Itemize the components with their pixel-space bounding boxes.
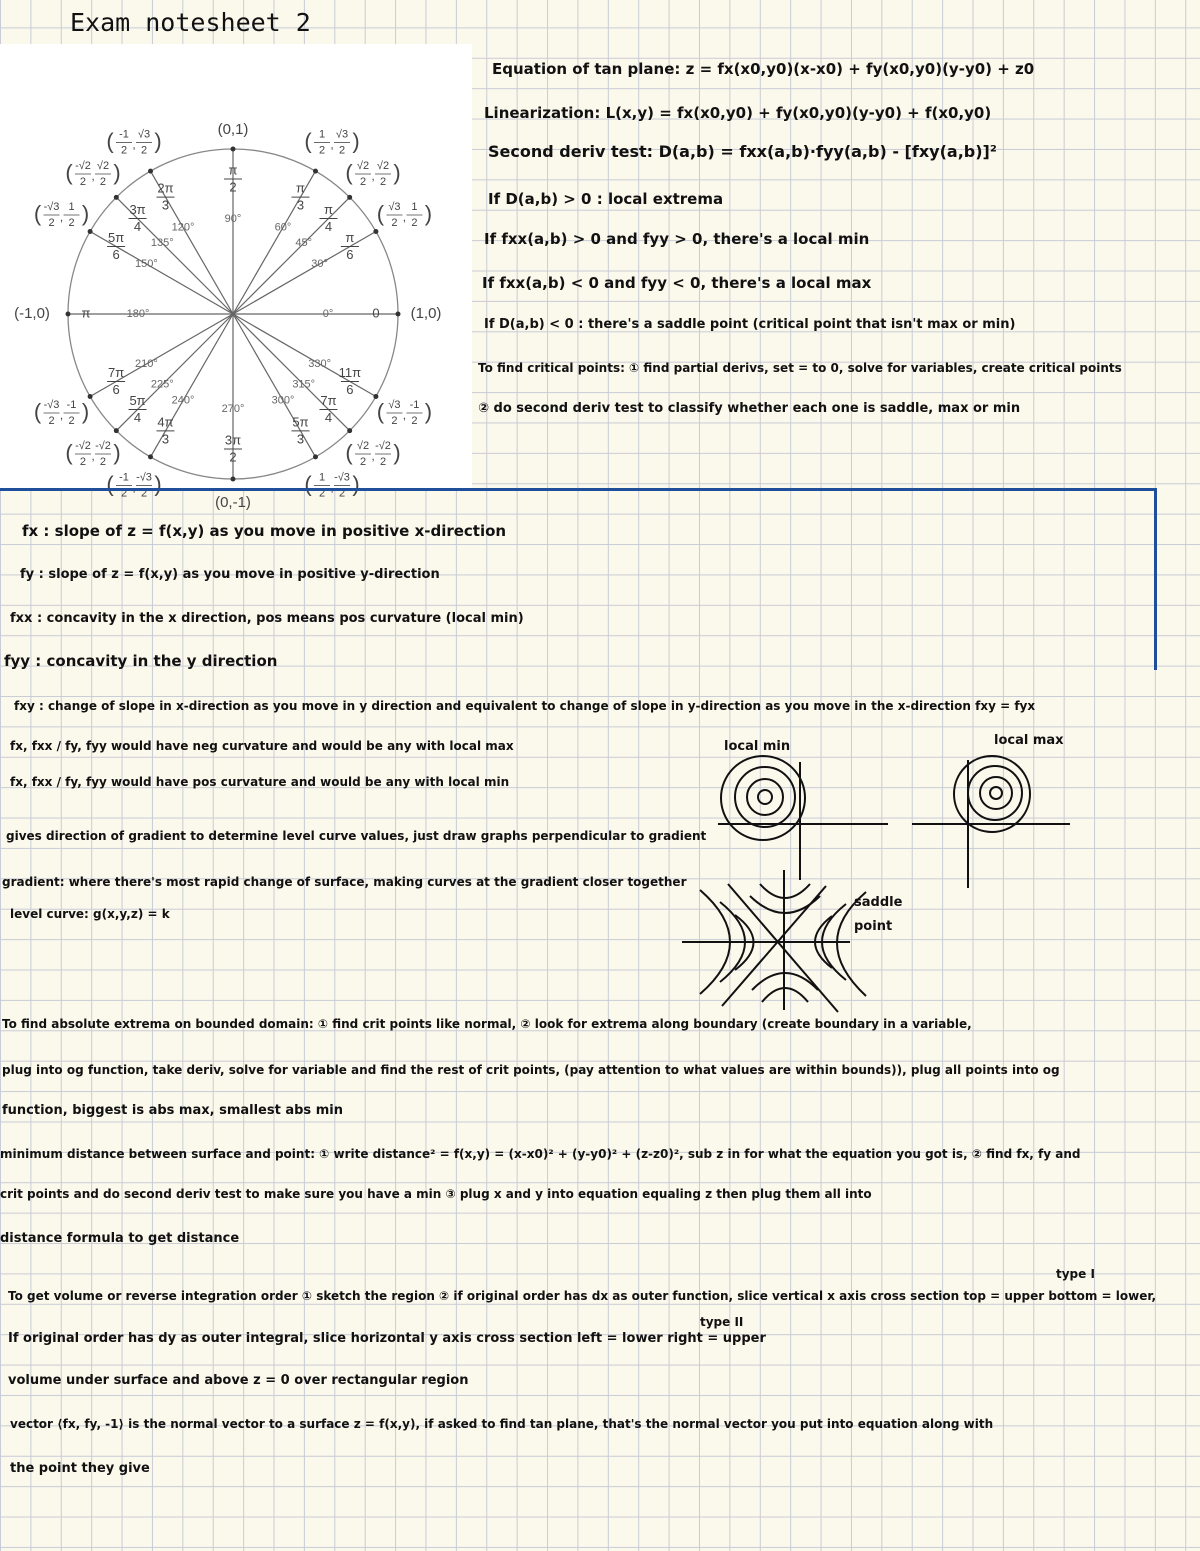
volume-note-3: volume under surface and above z = 0 over rectangular region (8, 1373, 469, 1388)
radian-num-225: 5π (129, 392, 146, 408)
coord-comma-120: , (132, 137, 136, 152)
circle-point-30 (373, 229, 378, 234)
fxx-note: fxx : concavity in the x direction, pos means pos curvature (local min) (10, 611, 524, 626)
radian-num-135: 3π (129, 201, 146, 217)
coord-x-den-315: 2 (359, 455, 367, 468)
coord-paren-open-240: ( (106, 471, 114, 497)
coord-x-den-60: 2 (318, 144, 326, 157)
coord-y-num-315: -√2 (375, 439, 391, 452)
distance-note-2: crit points and do second deriv test to make sure you have a min ③ plug x and y into equation equaling z then plug them all into (0, 1187, 872, 1201)
circle-point-60 (313, 169, 318, 174)
coord-y-den-30: 2 (411, 216, 418, 229)
absolute-extrema-note-3: function, biggest is abs max, smallest abs min (2, 1103, 343, 1118)
coord-y-den-45: 2 (379, 175, 387, 188)
circle-point-45 (347, 195, 352, 200)
radian-zero: 0 (372, 305, 380, 321)
coord-x-num-30: √3 (388, 200, 401, 213)
coord-y-den-60: 2 (338, 144, 346, 157)
degree-label-210: 210° (135, 357, 158, 370)
coord-paren-close-240: ) (154, 471, 162, 497)
coord-x-num-210: -√3 (43, 398, 60, 411)
absolute-extrema-note-1: To find absolute extrema on bounded domain: ① find crit points like normal, ② look for extrema along boundary (create boundary in a variable, (2, 1017, 972, 1031)
fxy-note: fxy : change of slope in x-direction as you move in y direction and equivalent to change of slope in y-direction as you move in the x-direction fxy = fyx (14, 699, 1036, 713)
radian-num-120: 2π (157, 180, 174, 196)
fx-note: fx : slope of z = f(x,y) as you move in positive x-direction (22, 522, 507, 540)
radian-den-120: 3 (161, 197, 170, 213)
coord-comma-300: , (330, 480, 334, 495)
radian-den-210: 6 (112, 381, 120, 397)
coord-x-num-240: -1 (119, 471, 129, 484)
radian-num-330: 11π (338, 364, 362, 380)
tangent-plane-note: Equation of tan plane: z = fx(x0,y0)(x-x0) + fy(x0,y0)(y-y0) + z0 (492, 60, 1035, 78)
degree-label-270: 270° (221, 402, 245, 415)
coord-paren-close-60: ) (352, 128, 360, 154)
local-min-label: local min (724, 739, 791, 754)
degree-label-0: 0° (322, 307, 334, 320)
coord-paren-open-210: ( (33, 398, 42, 424)
local-min-rule-note: If fxx(a,b) > 0 and fyy > 0, there's a local min (484, 230, 870, 248)
coord-left: (-1,0) (14, 304, 50, 322)
coord-x-num-45: √2 (356, 159, 370, 172)
coord-x-den-120: 2 (120, 144, 128, 157)
coord-x-num-150: -√3 (43, 200, 60, 213)
radian-num-45: π (323, 201, 333, 217)
radian-den-90: 2 (229, 179, 237, 195)
coord-x-num-120: -1 (119, 128, 129, 141)
coord-y-den-225: 2 (99, 455, 107, 468)
coord-paren-open-300: ( (304, 471, 312, 497)
coord-paren-open-30: ( (376, 200, 385, 226)
coord-comma-330: , (402, 408, 407, 423)
volume-note-1: To get volume or reverse integration order ① sketch the region ② if original order has dx as outer function, slice vertical x axis cross section top = upper bottom = lower, (8, 1289, 1157, 1303)
coord-x-num-300: 1 (318, 471, 326, 484)
coord-comma-315: , (371, 449, 375, 464)
circle-point-240 (148, 454, 153, 459)
radian-num-60: π (296, 180, 305, 196)
coord-paren-open-60: ( (304, 128, 312, 154)
coord-y-den-210: 2 (68, 414, 75, 427)
coord-x-den-225: 2 (79, 455, 87, 468)
radian-den-315: 4 (324, 409, 333, 425)
coord-x-num-60: 1 (318, 128, 326, 141)
coord-y-den-315: 2 (379, 455, 387, 468)
local-max-rule-note: If fxx(a,b) < 0 and fyy < 0, there's a local max (482, 274, 872, 292)
coord-y-num-30: 1 (411, 200, 418, 213)
coord-comma-30: , (402, 210, 407, 225)
saddle-label-1: saddle (854, 895, 903, 910)
coord-paren-open-45: ( (345, 159, 353, 185)
radian-num-300: 5π (292, 414, 309, 430)
coord-paren-open-150: ( (33, 200, 42, 226)
page-title: Exam notesheet 2 (70, 8, 311, 37)
circle-point-180 (66, 312, 71, 317)
coord-right: (1,0) (410, 304, 442, 322)
coord-x-den-210: 2 (48, 414, 55, 427)
degree-label-150: 150° (135, 257, 158, 270)
coord-y-num-135: √2 (96, 159, 110, 172)
coord-x-num-225: -√2 (75, 439, 91, 452)
coord-comma-150: , (59, 210, 64, 225)
coord-paren-close-30: ) (424, 200, 433, 226)
coord-y-num-45: √2 (376, 159, 390, 172)
coord-paren-open-135: ( (65, 159, 73, 185)
coord-x-den-135: 2 (79, 175, 87, 188)
saddle-sketch (682, 870, 866, 1012)
coord-comma-60: , (330, 137, 334, 152)
gradient-note-2: gradient: where there's most rapid change of surface, making curves at the gradient closer together (2, 875, 687, 889)
circle-point-225 (114, 428, 119, 433)
degree-label-135: 135° (150, 237, 174, 250)
coord-paren-close-330: ) (424, 398, 433, 424)
circle-point-90 (231, 147, 236, 152)
coord-y-num-210: -1 (66, 398, 77, 411)
radian-den-150: 6 (112, 246, 120, 262)
coord-y-den-150: 2 (68, 216, 75, 229)
coord-x-den-45: 2 (359, 175, 367, 188)
radian-den-135: 4 (133, 218, 142, 234)
coord-x-num-315: √2 (356, 439, 370, 452)
normal-vector-note-1: vector ⟨fx, fy, -1⟩ is the normal vector to a surface z = f(x,y), if asked to find tan plane, that's the normal vector you put into equation along with (10, 1417, 994, 1431)
coord-top: (0,1) (217, 120, 249, 138)
coord-x-den-300: 2 (318, 487, 326, 500)
radian-den-60: 3 (296, 197, 305, 213)
coord-x-den-150: 2 (48, 216, 55, 229)
radian-den-30: 6 (346, 246, 354, 262)
coord-paren-close-225: ) (113, 439, 121, 465)
coord-x-den-240: 2 (120, 487, 128, 500)
neg-curvature-note: fx, fxx / fy, fyy would have neg curvature and would be any with local max (10, 739, 514, 753)
coord-comma-225: , (91, 449, 95, 464)
fyy-note: fyy : concavity in the y direction (4, 652, 278, 670)
coord-paren-close-210: ) (81, 398, 90, 424)
circle-point-270 (231, 477, 236, 482)
coord-x-num-330: √3 (388, 398, 401, 411)
coord-comma-240: , (132, 480, 136, 495)
circle-point-300 (313, 454, 318, 459)
degree-label-315: 315° (292, 378, 316, 391)
saddle-label-2: point (854, 919, 893, 934)
radian-den-300: 3 (296, 431, 305, 447)
circle-point-135 (114, 195, 119, 200)
coord-paren-close-120: ) (154, 128, 162, 154)
coord-bottom: (0,-1) (215, 493, 251, 511)
coord-x-den-30: 2 (391, 216, 398, 229)
absolute-extrema-note-2: plug into og function, take deriv, solve for variable and find the rest of crit points, (pay attention to what values are within bounds)), plug all points into og (2, 1063, 1060, 1077)
coord-y-den-135: 2 (99, 175, 107, 188)
coord-x-den-330: 2 (391, 414, 398, 427)
degree-label-90: 90° (224, 212, 242, 225)
radian-num-240: 4π (157, 414, 174, 430)
coord-paren-close-300: ) (352, 471, 360, 497)
second-deriv-test-note: Second deriv test: D(a,b) = fxx(a,b)·fyy(a,b) - [fxy(a,b)]² (488, 142, 997, 161)
coord-y-num-120: √3 (137, 128, 151, 141)
circle-point-150 (88, 229, 93, 234)
degree-label-300: 300° (271, 394, 295, 407)
coord-paren-open-120: ( (106, 128, 114, 154)
coord-y-num-240: -√3 (136, 471, 152, 484)
critical-step1-note: To find critical points: ① find partial derivs, set = to 0, solve for variables, create critical points (478, 361, 1122, 375)
radian-den-225: 4 (133, 409, 142, 425)
coord-y-den-300: 2 (338, 487, 346, 500)
fy-note: fy : slope of z = f(x,y) as you move in positive y-direction (20, 567, 440, 582)
radian-num-210: 7π (107, 364, 125, 380)
linearization-note: Linearization: L(x,y) = fx(x0,y0) + fy(x0,y0)(y-y0) + f(x0,y0) (484, 104, 992, 122)
degree-label-30: 30° (311, 257, 328, 270)
local-max-sketch (912, 756, 1070, 888)
degree-label-120: 120° (171, 221, 195, 234)
pos-curvature-note: fx, fxx / fy, fyy would have pos curvature and would be any with local min (10, 775, 510, 789)
type2-label: type II (700, 1315, 744, 1329)
radian-pi: π (81, 305, 91, 321)
circle-point-315 (347, 428, 352, 433)
coord-y-num-330: -1 (409, 398, 420, 411)
coord-paren-close-150: ) (81, 200, 90, 226)
volume-note-2: If original order has dy as outer integral, slice horizontal y axis cross section left = lower right = upper (8, 1331, 766, 1346)
coord-y-den-120: 2 (140, 144, 148, 157)
radian-den-270: 2 (229, 449, 237, 465)
radian-num-315: 7π (320, 392, 337, 408)
coord-y-den-240: 2 (140, 487, 148, 500)
radian-num-30: π (345, 229, 355, 245)
coord-comma-135: , (91, 169, 95, 184)
radian-den-330: 6 (346, 381, 354, 397)
degree-label-60: 60° (274, 221, 292, 234)
unit-circle-svg (0, 44, 472, 511)
coord-y-num-60: √3 (335, 128, 349, 141)
type1-label: type I (1056, 1267, 1095, 1281)
degree-label-330: 330° (308, 357, 331, 370)
coord-y-num-225: -√2 (95, 439, 111, 452)
coord-y-num-150: 1 (68, 200, 75, 213)
coord-paren-close-315: ) (393, 439, 401, 465)
radian-num-270: 3π (224, 432, 242, 448)
degree-label-180: 180° (126, 307, 150, 320)
radius-line-315 (233, 314, 350, 431)
gradient-note-1: gives direction of gradient to determine level curve values, just draw graphs perpendicular to gradient (6, 829, 707, 843)
unit-circle-diagram (0, 44, 472, 511)
normal-vector-note-2: the point they give (10, 1461, 150, 1476)
radian-num-90: π (228, 162, 238, 178)
local-max-label: local max (994, 733, 1064, 748)
coord-comma-210: , (59, 408, 64, 423)
coord-y-num-300: -√3 (334, 471, 350, 484)
circle-point-0 (396, 312, 401, 317)
d-positive-note: If D(a,b) > 0 : local extrema (488, 190, 724, 208)
coord-paren-open-225: ( (65, 439, 73, 465)
coord-x-num-135: -√2 (75, 159, 91, 172)
coord-comma-45: , (371, 169, 375, 184)
saddle-rule-note: If D(a,b) < 0 : there's a saddle point (critical point that isn't max or min) (484, 317, 1016, 332)
coord-paren-close-45: ) (393, 159, 401, 185)
degree-label-240: 240° (171, 394, 195, 407)
radian-den-45: 4 (324, 218, 333, 234)
circle-point-120 (148, 169, 153, 174)
local-min-sketch (718, 756, 888, 880)
coord-y-den-330: 2 (411, 414, 418, 427)
degree-label-225: 225° (150, 378, 174, 391)
distance-note-1: minimum distance between surface and point: ① write distance² = f(x,y) = (x-x0)² + (y-y0)² + (z-z0)², sub z in for what the equation you got is, ② find fx, fy and (0, 1147, 1081, 1161)
coord-paren-close-135: ) (113, 159, 121, 185)
critical-step2-note: ② do second deriv test to classify whether each one is saddle, max or min (478, 401, 1021, 416)
radian-den-240: 3 (161, 431, 170, 447)
degree-label-45: 45° (295, 237, 313, 250)
radian-num-150: 5π (107, 229, 125, 245)
coord-paren-open-315: ( (345, 439, 353, 465)
distance-note-3: distance formula to get distance (0, 1231, 240, 1246)
coord-paren-open-330: ( (376, 398, 385, 424)
level-curve-note: level curve: g(x,y,z) = k (10, 907, 170, 921)
